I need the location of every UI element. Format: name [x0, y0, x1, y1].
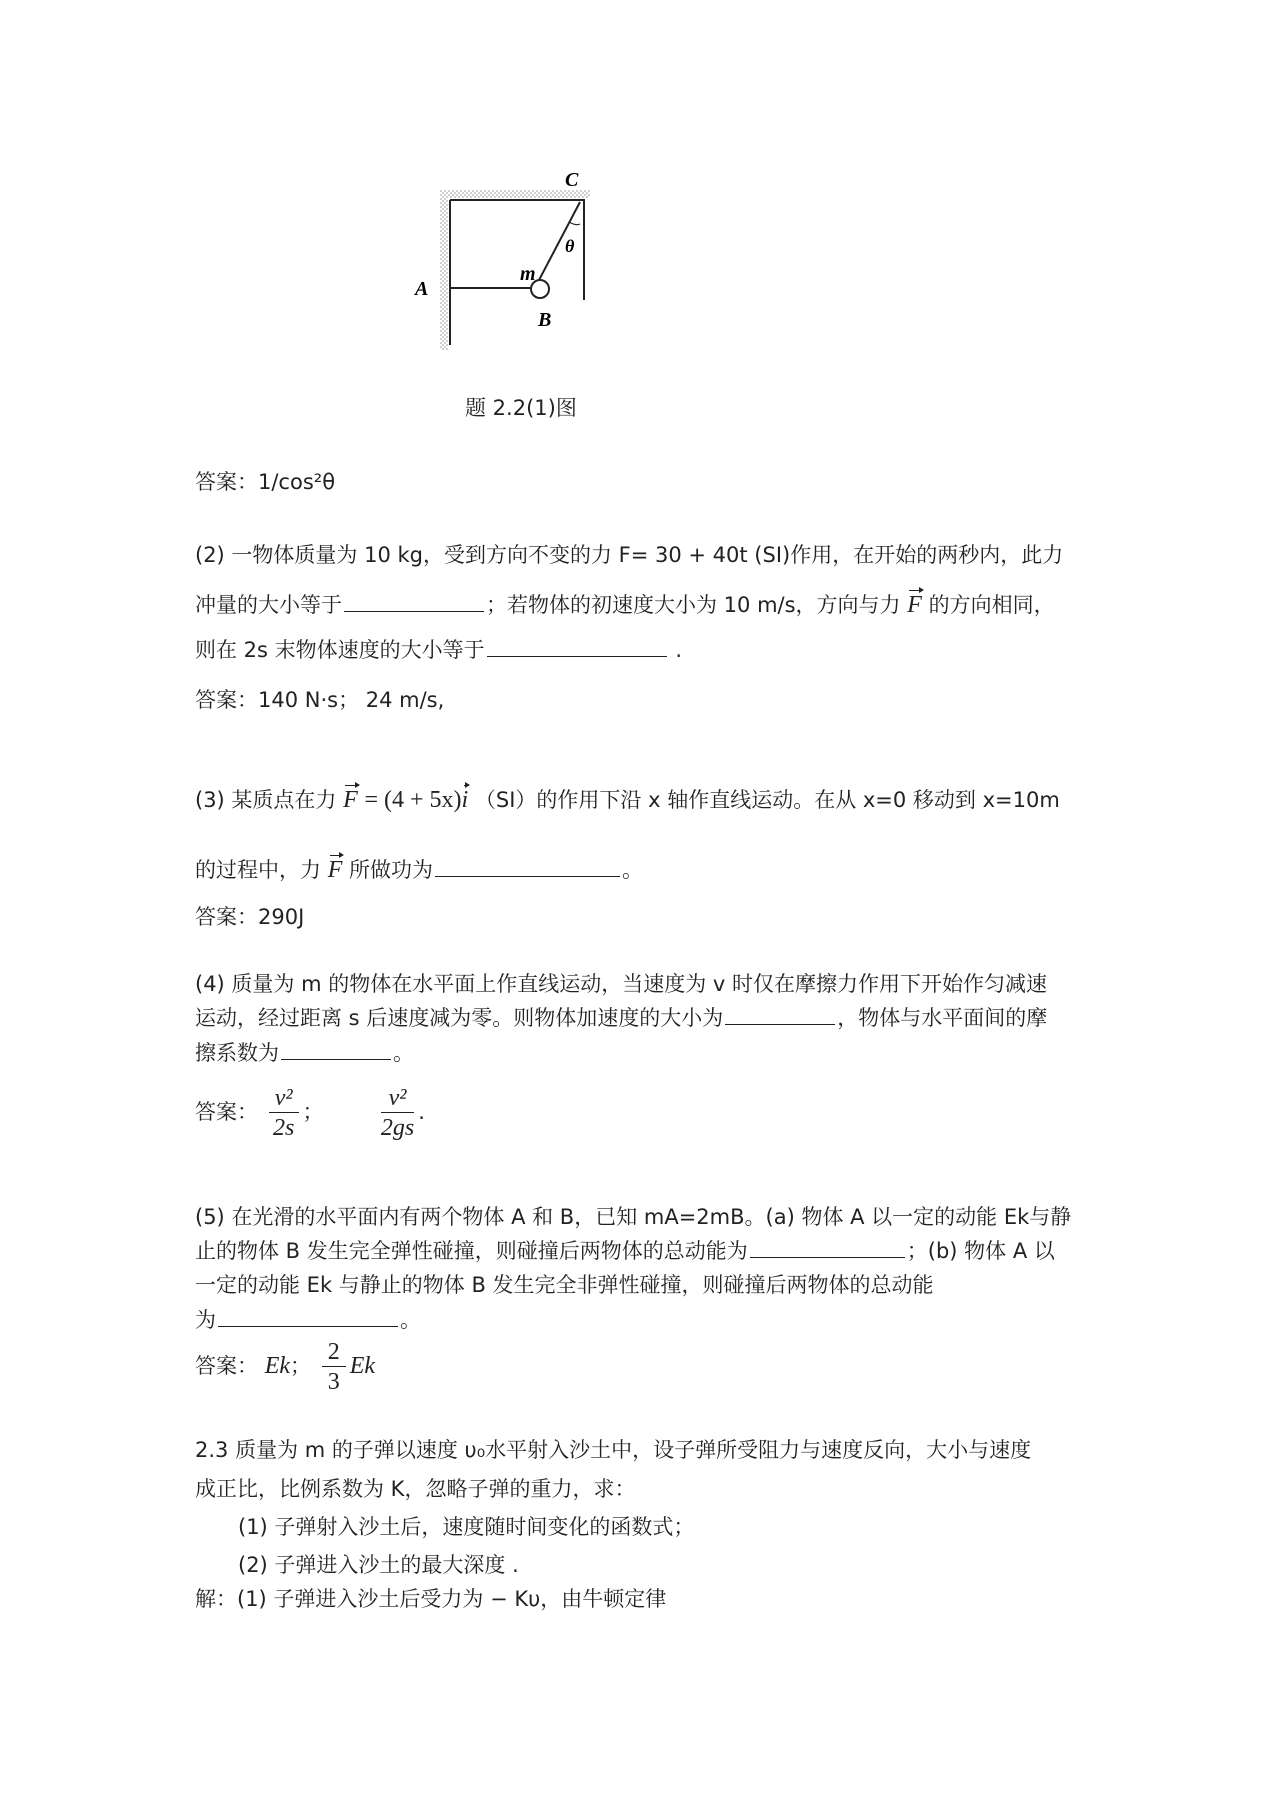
blank	[487, 636, 667, 657]
p23-q2: (2) 子弹进入沙土的最大深度 .	[238, 1553, 519, 1577]
q3-line2: 的过程中，力 F 所做功为 。	[195, 857, 644, 883]
q2-line3: 则在 2s 末物体速度的大小等于 .	[195, 638, 683, 662]
blank	[344, 591, 484, 612]
blank	[435, 856, 620, 877]
blank	[281, 1039, 391, 1060]
blank	[218, 1306, 398, 1327]
answer-1: 答案：1/cos²θ	[195, 470, 336, 494]
q5-line2: 止的物体 B 发生完全弹性碰撞，则碰撞后两物体的总动能为 ；(b) 物体 A 以	[195, 1239, 1055, 1263]
q4-line1: (4) 质量为 m 的物体在水平面上作直线运动，当速度为 v 时仅在摩擦力作用下开始作匀减速	[195, 972, 1048, 996]
vector-f: F	[907, 592, 922, 618]
fraction-2-3: $\frac{2}{3}$	[322, 1338, 346, 1397]
vector-f: F	[327, 857, 343, 883]
vector-i: i	[461, 787, 469, 813]
p23-line1: 2.3 质量为 m 的子弹以速度 υ₀水平射入沙土中，设子弹所受阻力与速度反向，大小与速度	[195, 1438, 1032, 1462]
q2-line1: (2) 一物体质量为 10 kg，受到方向不变的力 F= 30 + 40t (SI)作用，在开始的两秒内，此力	[195, 543, 1064, 567]
answer-5: 答案： Ek； $\frac{2}{3}$ Ek	[195, 1338, 375, 1395]
label-m: m	[520, 263, 536, 285]
p23-line2: 成正比，比例系数为 K，忽略子弹的重力，求：	[195, 1477, 636, 1501]
fraction-1: $\frac{\text{v²}}{2s}$	[269, 1084, 299, 1143]
answer-3: 答案：290J	[195, 905, 305, 929]
fraction-2: $\frac{\text{v²}}{2gs}$	[380, 1084, 415, 1141]
p23-q1: (1) 子弹射入沙土后，速度随时间变化的函数式；	[238, 1515, 695, 1539]
label-a: A	[415, 278, 429, 300]
q3-line1: (3) 某质点在力 F = (4 + 5x)i （SI）的作用下沿 x 轴作直线运动。在从 x=0 移动到 x=10m	[195, 787, 1060, 813]
p23-solution: 解：(1) 子弹进入沙土后受力为 − Kυ，由牛顿定律	[195, 1587, 667, 1611]
ceiling-hatch	[440, 190, 590, 198]
answer-2: 答案：140 N·s； 24 m/s,	[195, 688, 445, 712]
q5-line3: 一定的动能 Ek 与静止的物体 B 发生完全非弹性碰撞，则碰撞后两物体的总动能	[195, 1273, 934, 1297]
q5-line4: 为 。	[195, 1308, 421, 1332]
blank	[750, 1237, 905, 1258]
q4-line2: 运动，经过距离 s 后速度减为零。则物体加速度的大小为 ，物体与水平面间的摩	[195, 1006, 1048, 1030]
q5-line1: (5) 在光滑的水平面内有两个物体 A 和 B，已知 mA=2mB。(a) 物体 A 以一定的动能 Ek与静	[195, 1205, 1072, 1229]
blank	[725, 1004, 835, 1025]
q2-line2: 冲量的大小等于 ；若物体的初速度大小为 10 m/s，方向与力 F 的方向相同，	[195, 592, 1055, 618]
answer-4: 答案： $\frac{\text{v²}}{2s}$ ； $\frac{\text{v²}}{2gs}$ .	[195, 1084, 425, 1141]
vector-f: F	[343, 787, 358, 813]
left-wall-hatch	[440, 198, 448, 350]
figure-caption: 题 2.2(1)图	[465, 396, 577, 420]
label-c: C	[565, 169, 579, 191]
q4-line3: 擦系数为 。	[195, 1041, 414, 1065]
pendulum-figure	[410, 160, 610, 360]
label-theta: θ	[565, 236, 575, 256]
label-b: B	[538, 309, 552, 331]
